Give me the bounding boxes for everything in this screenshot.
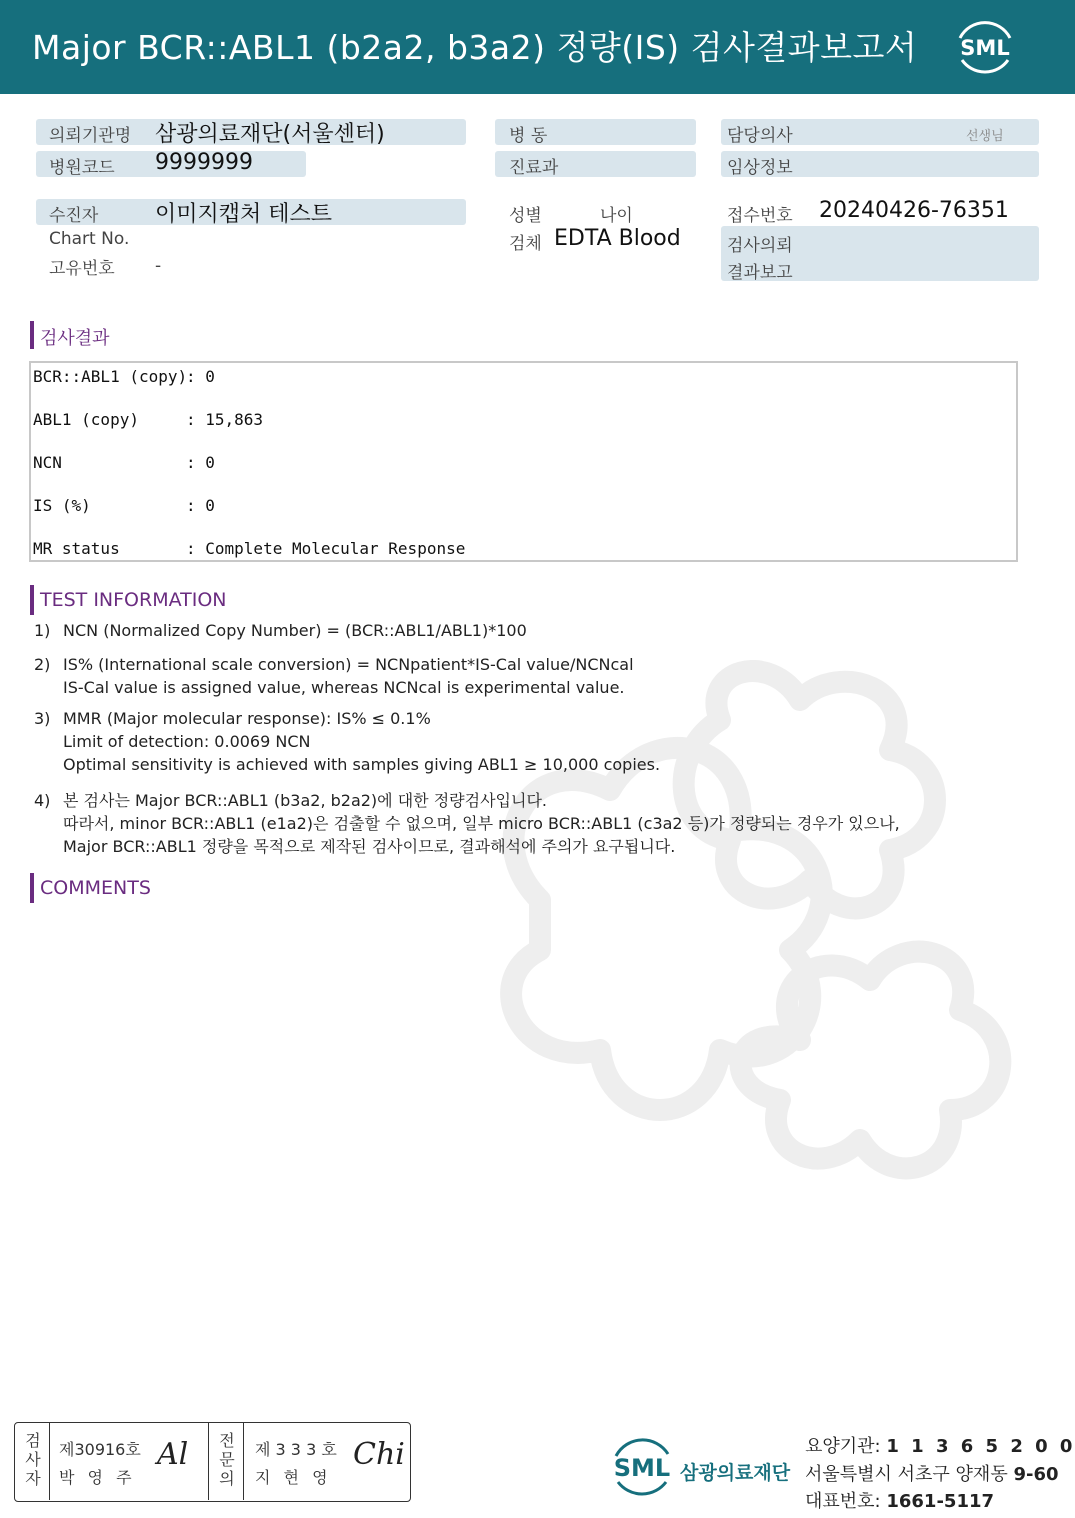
svg-text:SML: SML	[613, 1454, 671, 1482]
unique-no-value: -	[155, 256, 162, 276]
divider	[243, 1423, 244, 1500]
request-label: 검사의뢰	[727, 236, 793, 256]
code-value: 1 1 3 6 5 2 0 0	[886, 1436, 1075, 1457]
test-info-num-2: 2)	[34, 655, 51, 674]
specialist-name: 지 현 영	[255, 1468, 332, 1487]
divider	[49, 1423, 50, 1500]
ward-label: 병 동	[509, 126, 548, 146]
tester-signature: Al	[157, 1437, 189, 1472]
report-label: 결과보고	[727, 263, 793, 283]
test-info-num-1: 1)	[34, 621, 51, 640]
results-section-bar	[30, 321, 34, 349]
doctor-label: 담당의사	[727, 126, 793, 146]
specialist-label: 전문의	[219, 1431, 235, 1488]
test-info-line-4-2: 따라서, minor BCR::ABL1 (e1a2)은 검출할 수 없으며, 일부 micro BCR::ABL1 (c3a2 등)가 정량되는 경우가 있으나,	[63, 814, 900, 833]
results-section-title: 검사결과	[40, 328, 110, 349]
result-name-ncn: NCN	[33, 453, 62, 472]
result-value-abl1: : 15,863	[186, 410, 264, 429]
result-name-mr-status: MR status	[33, 539, 120, 558]
test-info-line-2-2: IS-Cal value is assigned value, whereas NCNcal is experimental value.	[63, 678, 625, 697]
test-info-section-title: TEST INFORMATION	[40, 589, 227, 611]
institution-value: 삼광의료재단(서울센터)	[155, 122, 385, 147]
specialist-license-no: 제 3 3 3 호	[255, 1440, 337, 1459]
receipt-label: 접수번호	[727, 206, 793, 226]
institution-label: 의뢰기관명	[49, 126, 132, 146]
signature-box	[14, 1422, 411, 1502]
test-info-num-4: 4)	[34, 791, 51, 810]
specimen-value: EDTA Blood	[554, 226, 681, 251]
phone-label: 대표번호:	[805, 1491, 881, 1512]
test-info-line-4-1: 본 검사는 Major BCR::ABL1 (b3a2, b2a2)에 대한 정량검사입니다.	[63, 791, 547, 810]
test-info-line-3-1: MMR (Major molecular response): IS% ≤ 0.1%	[63, 709, 431, 728]
address-prefix: 서울특별시 서초구 양재동	[805, 1464, 1008, 1485]
chart-no-label: Chart No.	[49, 229, 130, 249]
result-value-bcr-abl1: : 0	[186, 367, 215, 386]
tester-label: 검사자	[25, 1431, 41, 1488]
result-value-mr-status: : Complete Molecular Response	[186, 539, 466, 558]
phone-value: 1661-5117	[886, 1491, 995, 1512]
hospital-code-label: 병원코드	[49, 158, 115, 178]
comments-section-title: COMMENTS	[40, 877, 151, 899]
doctor-suffix: 선생님	[966, 129, 1004, 144]
results-box	[29, 361, 1018, 562]
clinical-label: 임상정보	[727, 158, 793, 178]
specimen-label: 검체	[509, 234, 542, 254]
test-info-line-3-3: Optimal sensitivity is achieved with samples giving ABL1 ≥ 10,000 copies.	[63, 755, 661, 774]
result-value-ncn: : 0	[186, 453, 215, 472]
patient-label: 수진자	[49, 206, 99, 226]
report-title: Major BCR::ABL1 (b2a2, b3a2) 정량(IS) 검사결과보고서	[32, 28, 918, 67]
address-number: 9-60	[1013, 1464, 1059, 1485]
test-info-line-4-3: Major BCR::ABL1 정량을 목적으로 제작된 검사이므로, 결과해석에 주의가 요구됩니다.	[63, 837, 676, 856]
specialist-signature: Chi	[353, 1437, 405, 1472]
result-value-is: : 0	[186, 496, 215, 515]
code-label: 요양기관:	[805, 1436, 881, 1457]
result-name-abl1: ABL1 (copy)	[33, 410, 139, 429]
test-info-line-2-1: IS% (International scale conversion) = NCNpatient*IS-Cal value/NCNcal	[63, 655, 634, 674]
receipt-value: 20240426-76351	[819, 198, 1009, 223]
patient-value: 이미지캡처 테스트	[155, 202, 333, 227]
comments-section-bar	[30, 873, 34, 903]
tester-license-no: 제30916호	[59, 1440, 141, 1459]
org-logo-icon	[606, 1432, 678, 1502]
unique-no-label: 고유번호	[49, 259, 115, 279]
sml-logo-icon	[952, 16, 1018, 78]
age-label: 나이	[600, 206, 633, 226]
sex-label: 성별	[509, 206, 542, 226]
result-name-is: IS (%)	[33, 496, 91, 515]
org-name: 삼광의료재단	[680, 1462, 791, 1484]
dept-label: 진료과	[509, 158, 559, 178]
org-phone	[805, 1487, 994, 1513]
org-address	[805, 1460, 1059, 1486]
institution-code	[805, 1432, 1075, 1458]
test-info-line-3-2: Limit of detection: 0.0069 NCN	[63, 732, 311, 751]
test-info-num-3: 3)	[34, 709, 51, 728]
hospital-code-value: 9999999	[155, 150, 253, 175]
test-info-line-1-1: NCN (Normalized Copy Number) = (BCR::ABL1/ABL1)*100	[63, 621, 527, 640]
test-info-section-bar	[30, 585, 34, 615]
svg-text:SML: SML	[960, 36, 1010, 60]
tester-name: 박 영 주	[59, 1468, 136, 1487]
divider	[208, 1423, 209, 1500]
result-name-bcr-abl1: BCR::ABL1 (copy)	[33, 367, 188, 386]
